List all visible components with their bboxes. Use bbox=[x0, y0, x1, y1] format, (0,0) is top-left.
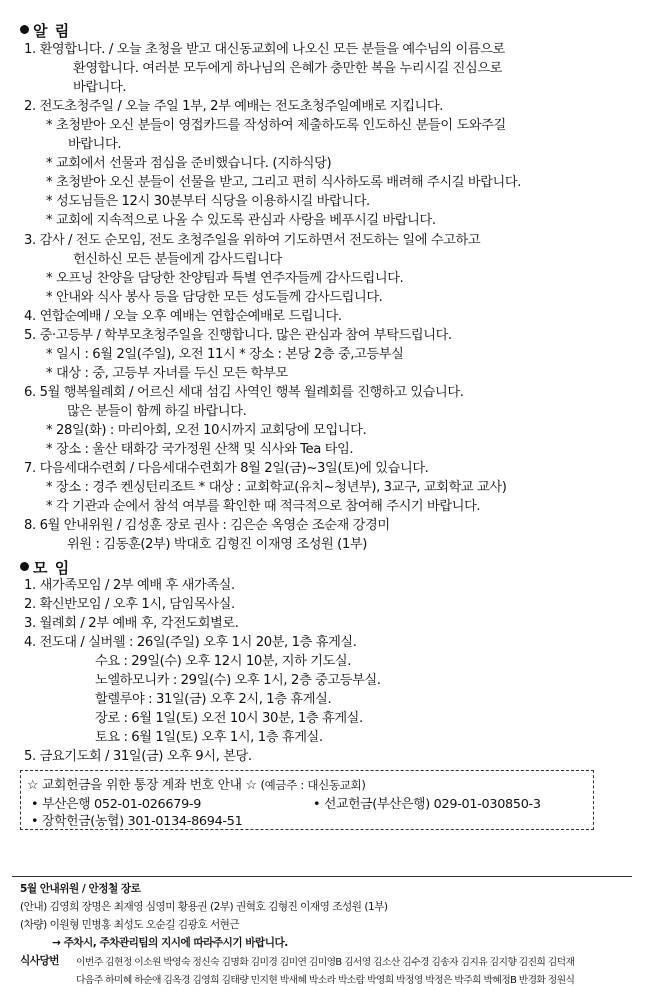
meeting-line: 1. 새가족모임 / 2부 예배 후 새가족실. bbox=[24, 578, 235, 593]
news-line: * 교회에서 선물과 점심을 준비했습니다. (지하식당) bbox=[46, 156, 332, 172]
news-line: 7. 다음세대수련회 / 다음세대수련회가 8월 2일(금)~3일(토)에 있습니다. bbox=[24, 461, 429, 477]
news-line: 3. 감사 / 전도 순모임, 전도 초청주일을 위하여 기도하면서 전도하는 일에 수고하고 bbox=[24, 232, 481, 248]
offering-title bbox=[27, 774, 366, 793]
meeting-line: 노엘하모니카 : 29일(수) 오후 1시, 2층 중고등부실. bbox=[95, 673, 381, 689]
news-section-header bbox=[20, 20, 70, 41]
news-line: 환영합니다. 여러분 모두에게 하나님의 은혜가 충만한 복을 누리시길 진심으로 bbox=[73, 61, 502, 77]
news-line: * 오프닝 찬양을 담당한 찬양팀과 특별 연주자들께 감사드립니다. bbox=[46, 270, 404, 286]
account-mission-offering: • 선교헌금(부산은행) 029-01-030850-3 bbox=[313, 797, 541, 812]
bullet-dot-icon bbox=[20, 562, 29, 571]
bullet-dot-icon bbox=[20, 25, 29, 34]
news-line: * 성도님들은 12시 30분부터 식당을 이용하시길 바랍니다. bbox=[46, 194, 370, 210]
news-line: * 교회에 지속적으로 나올 수 있도록 관심과 사랑을 베푸시길 바랍니다. bbox=[46, 213, 436, 229]
offering-title-text: ☆ 교회헌금을 위한 통장 계좌 번호 안내 ☆ bbox=[27, 778, 257, 793]
meeting-line: 장로 : 6월 1일(토) 오전 10시 30분, 1층 휴게실. bbox=[95, 711, 363, 727]
news-line: 위원 : 김동훈(2부) 박대호 김형진 이재영 조성원 (1부) bbox=[67, 537, 367, 553]
news-line: 1. 환영합니다. / 오늘 초청을 받고 대신동교회에 나오신 모든 분들을 예수님의 이름으로 bbox=[24, 42, 505, 57]
news-line: 헌신하신 모든 분들에게 감사드립니다 bbox=[73, 251, 282, 267]
news-line: 바랍니다. bbox=[73, 80, 127, 96]
meeting-line: 수요 : 29일(수) 오후 12시 10분, 지하 기도실. bbox=[95, 654, 352, 670]
footer-divider bbox=[12, 876, 632, 877]
news-line: * 장소 : 울산 태화강 국가정원 산책 및 식사와 Tea 타임. bbox=[46, 442, 354, 458]
meeting-line: 4. 전도대 / 실버웰 : 26일(주일) 오후 1시 20분, 1층 휴게실. bbox=[24, 635, 357, 651]
footer-parking-note: → 주차시, 주차관리팀의 지시에 따라주시기 바랍니다. bbox=[52, 937, 288, 949]
news-header-label: 알 림 bbox=[33, 22, 71, 40]
offering-holder: (예금주 : 대신동교회) bbox=[260, 778, 366, 792]
footer-meal-label: 식사당번 bbox=[20, 955, 59, 967]
news-line: * 안내와 식사 봉사 등을 담당한 모든 성도들께 감사드립니다. bbox=[46, 289, 383, 305]
news-line: 8. 6월 안내위원 / 김성훈 장로 권사 : 김은순 옥영순 조순재 강경미 bbox=[24, 518, 390, 534]
meeting-line: 할렐루야 : 31일(금) 오후 2시, 1층 휴게실. bbox=[95, 692, 332, 708]
news-line: 6. 5월 행복월례회 / 어르신 세대 섬김 사역인 행복 월례회를 진행하고 있습니다. bbox=[24, 384, 464, 400]
news-line: * 28일(화) : 마리아회, 오전 10시까지 교회당에 모입니다. bbox=[46, 423, 367, 438]
account-busan-bank: • 부산은행 052-01-026679-9 bbox=[31, 797, 202, 812]
meeting-line: 5. 금요기도회 / 31일(금) 오후 9시, 본당. bbox=[24, 749, 252, 765]
news-line: * 대상 : 중, 고등부 자녀를 두신 모든 학부모 bbox=[46, 365, 288, 381]
footer-meal-next-week: 다음주 하미혜 하순애 김옥경 김영희 김태량 민지현 박새혜 박소라 박소람 박영희 박정영 박정은 박주희 박혜정B 반경화 정원식 bbox=[76, 975, 575, 986]
news-line: 5. 중·고등부 / 학부모초청주일을 진행합니다. 많은 관심과 참여 부탁드립니다. bbox=[24, 327, 452, 343]
footer-may-guide: 5월 안내위원 / 안정철 장로 bbox=[20, 883, 141, 895]
meeting-line: 토요 : 6월 1일(토) 오후 1시, 1층 휴게실. bbox=[95, 730, 323, 746]
news-line: * 초청받아 오신 분들이 선물을 받고, 그리고 편히 식사하도록 배려해 주시길 바랍니다. bbox=[46, 175, 522, 191]
news-line: 4. 연합순예배 / 오늘 오후 예배는 연합순예배로 드립니다. bbox=[24, 308, 342, 324]
news-line: 많은 분들이 함께 하길 바랍니다. bbox=[67, 403, 247, 419]
news-line: 바랍니다. bbox=[68, 137, 122, 153]
footer-parking-members: (차량) 이원형 민병홍 최성도 오순길 김광호 서현근 bbox=[20, 919, 240, 931]
account-scholarship-offering: • 장학헌금(농협) 301-0134-8694-51 bbox=[31, 814, 243, 829]
meetings-header-label: 모 임 bbox=[33, 559, 71, 577]
news-line: 2. 전도초청주일 / 오늘 주일 1부, 2부 예배는 전도초청주일예배로 지킵니다. bbox=[24, 99, 444, 115]
news-line: * 장소 : 경주 켄싱턴리조트 * 대상 : 교회학교(유치~청년부), 3교구, 교회학교 교사) bbox=[46, 480, 507, 496]
meeting-line: 3. 월례회 / 2부 예배 후, 각전도회별로. bbox=[24, 616, 239, 632]
footer-guide-members: (안내) 김영희 장명은 최재영 심영미 황용권 (2부) 권혁호 김형진 이재영 조성원 (1부) bbox=[20, 901, 388, 913]
meetings-section-header bbox=[20, 557, 70, 578]
offering-account-box bbox=[20, 770, 594, 830]
meeting-line: 2. 확신반모임 / 오후 1시, 담임목사실. bbox=[24, 597, 235, 613]
footer-meal-this-week: 이번주 김현정 이소원 박영숙 정신숙 김명화 김미경 김미연 김미영B 김서영 김소산 김수경 김송자 김지유 김지향 김진희 김덕재 bbox=[76, 957, 575, 968]
news-line: * 일시 : 6월 2일(주일), 오전 11시 * 장소 : 본당 2층 중,고등부실 bbox=[46, 346, 404, 362]
news-line: * 각 기관과 순에서 참석 여부를 확인한 때 적극적으로 참여해 주시기 바랍니다. bbox=[46, 499, 481, 515]
news-line: * 초청받아 오신 분들이 영접카드를 작성하여 제출하도록 인도하신 분들이 도와주길 bbox=[46, 118, 506, 134]
